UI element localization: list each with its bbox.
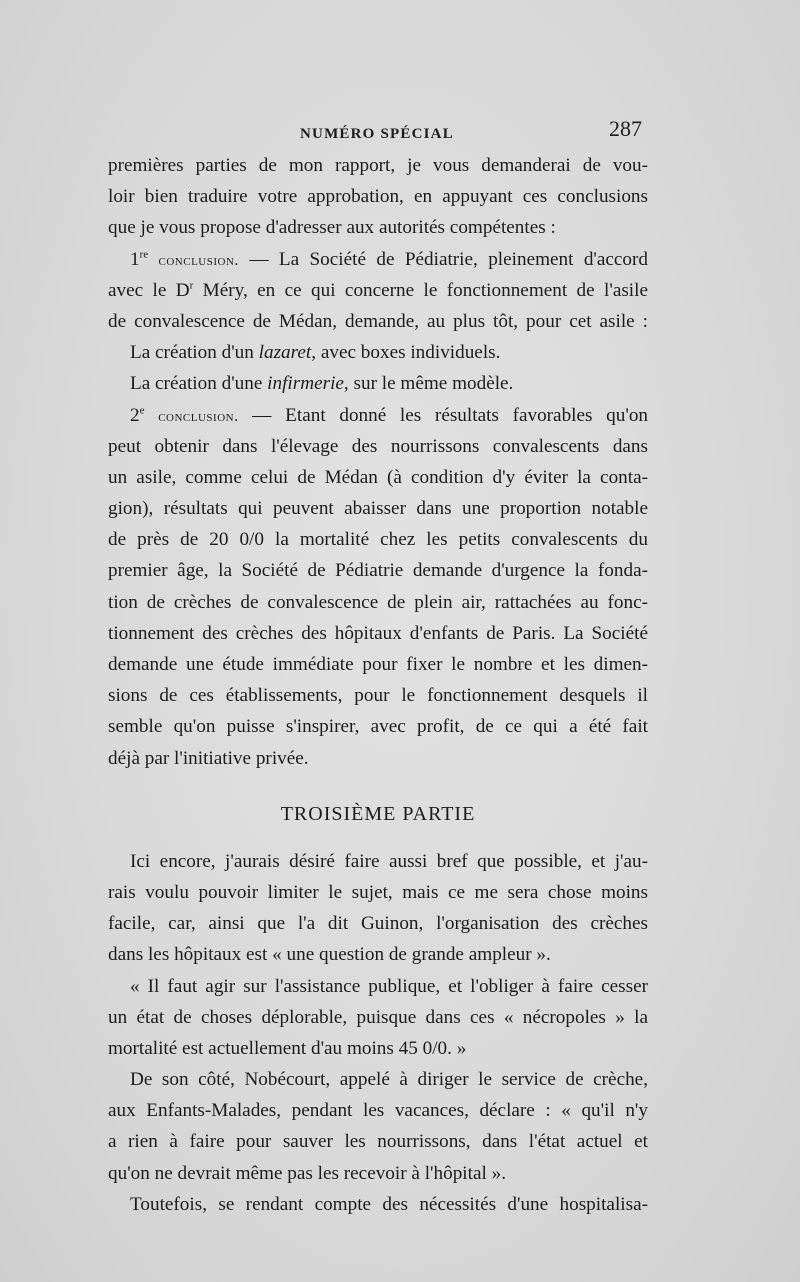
text-line: qu'on ne devrait même pas les recevoir à l'hôpital ».: [108, 1162, 506, 1184]
text-line: tionnement des crèches des hôpitaux d'enfants de Paris. La Société: [108, 622, 648, 644]
text-line: « Il faut agir sur l'assistance publique, et l'obliger à faire cesser: [130, 975, 648, 997]
text-fragment: La création d'une: [130, 373, 268, 395]
conclusion-ordinal-suffix: e: [139, 404, 145, 417]
conclusion-ordinal: 2: [130, 404, 140, 426]
text-line: sions de ces établissements, pour le fonctionnement desquels il: [108, 685, 648, 707]
text-line: dans les hôpitaux est « une question de grande ampleur ».: [108, 944, 551, 966]
conclusion-text: — Etant donné les résultats favorables qu'on: [238, 404, 649, 426]
text-line: De son côté, Nobécourt, appelé à diriger le service de crèche,: [130, 1069, 648, 1091]
page-header: [108, 112, 648, 146]
text-fragment: avec le D: [108, 279, 190, 301]
text-line: gion), résultats qui peuvent abaisser dans une proportion notable: [108, 498, 648, 520]
text-line: rais voulu pouvoir limiter le sujet, mais ce me sera chose moins: [108, 881, 648, 903]
infirmerie-line: [108, 368, 648, 399]
text-line: un asile, comme celui de Médan (à condition d'y éviter la conta-: [108, 466, 648, 488]
doctor-line: [108, 275, 648, 306]
conclusion-ordinal-suffix: re: [139, 248, 149, 261]
section-heading: TROISIÈME PARTIE: [280, 802, 476, 825]
text-line: premier âge, la Société de Pédiatrie demande d'urgence la fonda-: [108, 560, 648, 582]
conclusion-label: conclusion.: [158, 407, 239, 425]
text-line: un état de choses déplorable, puisque dans ces « nécropoles » la: [108, 1006, 648, 1028]
conclusion-ordinal: 1: [130, 248, 140, 270]
italic-term: infirmerie: [267, 373, 344, 395]
conclusion-label: conclusion.: [158, 251, 239, 269]
doctor-abbrev-suffix: r: [189, 279, 194, 292]
conclusion-text: — La Société de Pédiatrie, pleinement d'accord: [238, 248, 649, 270]
text-fragment: , avec boxes individuels.: [311, 342, 501, 364]
text-line: mortalité est actuellement d'au moins 45 0/0. »: [108, 1037, 467, 1059]
text-line: loir bien traduire votre approbation, en appuyant ces conclusions: [108, 186, 648, 208]
first-conclusion-line: [108, 244, 648, 275]
text-line: déjà par l'initiative privée.: [108, 747, 309, 769]
text-line: premières parties de mon rapport, je vous demanderai de vou-: [108, 155, 648, 176]
second-conclusion-line: [108, 400, 648, 431]
lazaret-line: [108, 337, 648, 368]
text-line: Toutefois, se rendant compte des nécessités d'une hospitalisa-: [130, 1193, 648, 1215]
text-line: semble qu'on puisse s'inspirer, avec profit, de ce qui a été fait: [108, 716, 648, 738]
text-line: de convalescence de Médan, demande, au plus tôt, pour cet asile :: [108, 310, 648, 332]
italic-term: lazaret: [258, 342, 312, 364]
text-line: Ici encore, j'aurais désiré faire aussi bref que possible, et j'au-: [130, 850, 648, 872]
text-line: facile, car, ainsi que l'a dit Guinon, l'organisation des crèches: [108, 913, 648, 935]
text-fragment: , sur le même modèle.: [343, 373, 514, 395]
text-line: demande une étude immédiate pour fixer le nombre et les dimen-: [108, 654, 648, 675]
body-text: [108, 150, 648, 1220]
text-line: peut obtenir dans l'élevage des nourrissons convalescents dans: [108, 435, 648, 457]
text-line: tion de crèches de convalescence de plein air, rattachées au fonc-: [108, 591, 648, 613]
running-title: NUMÉRO SPÉCIAL: [300, 126, 454, 142]
text-line: a rien à faire pour sauver les nourrissons, dans l'état actuel et: [108, 1131, 648, 1153]
text-line: de près de 20 0/0 la mortalité chez les petits convalescents du: [108, 529, 648, 551]
text-fragment: La création d'un: [130, 342, 259, 364]
text-line: que je vous propose d'adresser aux autorités compétentes :: [108, 217, 556, 239]
text-fragment: Méry, en ce qui concerne le fonctionnement de l'asile: [193, 279, 648, 301]
text-line: aux Enfants-Malades, pendant les vacances, déclare : « qu'il n'y: [108, 1100, 648, 1122]
page-number: 287: [609, 116, 642, 141]
